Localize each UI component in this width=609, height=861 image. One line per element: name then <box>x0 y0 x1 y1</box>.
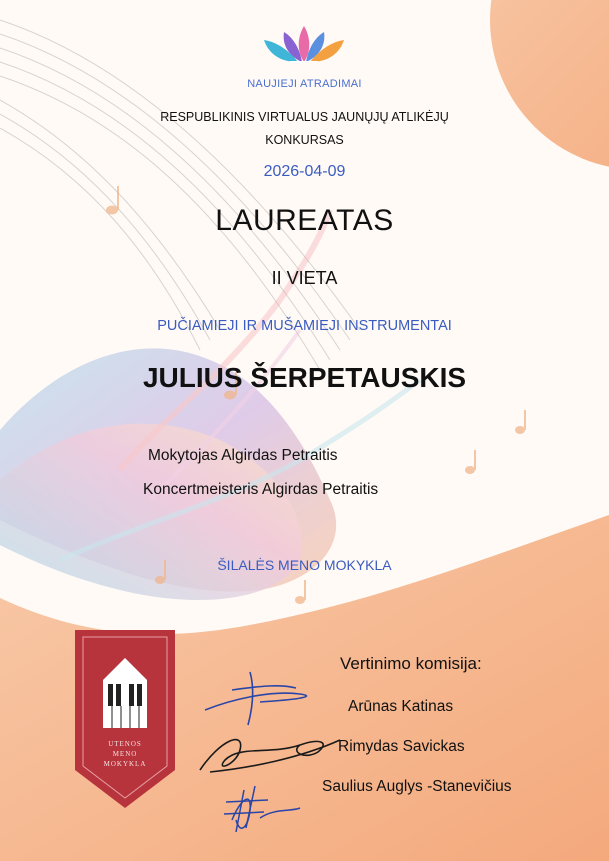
teacher-name: Mokytojas Algirdas Petraitis <box>148 447 338 464</box>
contest-date: 2026-04-09 <box>263 163 346 180</box>
school-logo-line1: UTENOS <box>108 740 142 748</box>
award-title: LAUREATAS <box>215 204 394 237</box>
accompanist-name: Koncertmeisteris Algirdas Petraitis <box>143 481 379 498</box>
award-place: II VIETA <box>271 268 338 288</box>
brand-name: NAUJIEJI ATRADIMAI <box>247 78 362 90</box>
school-logo-line3: MOKYKLA <box>103 760 147 768</box>
award-category: PUČIAMIEJI IR MUŠAMIEJI INSTRUMENTAI <box>157 318 452 334</box>
school-name: ŠILALĖS MENO MOKYKLA <box>217 557 392 573</box>
commission-member: Arūnas Katinas <box>348 698 454 715</box>
school-logo-line2: MENO <box>112 750 138 758</box>
laureate-name: JULIUS ŠERPETAUSKIS <box>142 362 467 393</box>
contest-title-line1: RESPUBLIKINIS VIRTUALUS JAUNŲJŲ ATLIKĖJŲ <box>160 110 449 124</box>
commission-member: Saulius Auglys -Stanevičius <box>322 778 512 795</box>
commission-member: Rimydas Savickas <box>338 738 465 755</box>
commission-heading: Vertinimo komisija: <box>340 654 482 673</box>
contest-title-line2: KONKURSAS <box>265 133 344 147</box>
lotus-logo-icon <box>264 26 344 62</box>
